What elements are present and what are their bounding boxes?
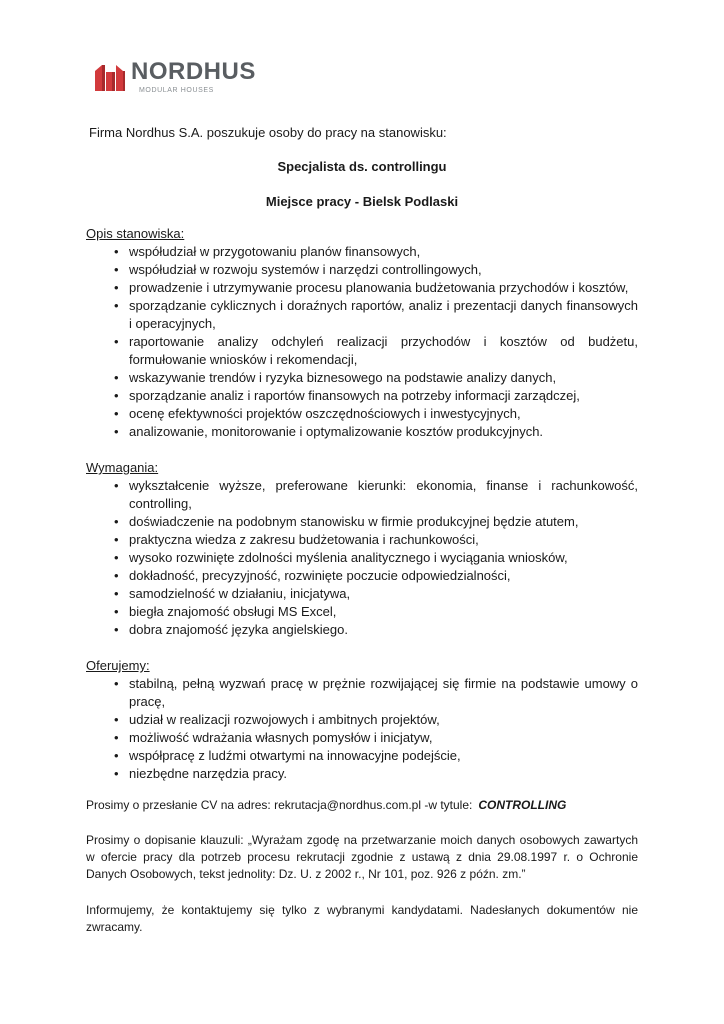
application-instructions — [86, 797, 638, 814]
job-title: Specjalista ds. controllingu — [277, 159, 447, 174]
list-item: • samodzielność w działaniu, inicjatywa, — [129, 585, 638, 603]
list-item: • praktyczna wiedza z zakresu budżetowania i rachunkowości, — [129, 531, 638, 549]
section-heading-requirements: Wymagania: — [86, 460, 159, 475]
application-text: Prosimy o przesłanie CV na adres: rekrutacja@nordhus.com.pl -w tytule: — [86, 798, 473, 812]
list-item: • niezbędne narzędzia pracy. — [129, 765, 638, 783]
list-item: • współudział w przygotowaniu planów finansowych, — [129, 243, 638, 261]
list-item: • współudział w rozwoju systemów i narzędzi controllingowych, — [129, 261, 638, 279]
list-item: • wykształcenie wyższe, preferowane kierunki: ekonomia, finanse i rachunkowość, controlling, — [129, 477, 638, 513]
offer-list — [86, 675, 638, 783]
brand-name: NORDHUS — [131, 58, 256, 85]
list-item: • stabilną, pełną wyzwań pracę w prężnie rozwijającej się firmie na podstawie umowy o pracę, — [129, 675, 638, 711]
nordhus-house-icon — [94, 62, 126, 92]
list-item: • ocenę efektywności projektów oszczędnościowych i inwestycyjnych, — [129, 405, 638, 423]
section-heading-description: Opis stanowiska: — [86, 226, 185, 241]
brand-tagline: MODULAR HOUSES — [139, 87, 214, 94]
company-logo — [94, 60, 256, 94]
list-item: • biegła znajomość obsługi MS Excel, — [129, 603, 638, 621]
description-list — [86, 243, 638, 441]
list-item: • analizowanie, monitorowanie i optymalizowanie kosztów produkcyjnych. — [129, 423, 638, 441]
list-item: • wysoko rozwinięte zdolności myślenia analitycznego i wyciągania wniosków, — [129, 549, 638, 567]
list-item: • dokładność, precyzyjność, rozwinięte poczucie odpowiedzialności, — [129, 567, 638, 585]
list-item: • dobra znajomość języka angielskiego. — [129, 621, 638, 639]
job-offer-document — [86, 124, 638, 936]
contact-notice: Informujemy, że kontaktujemy się tylko z wybranymi kandydatami. Nadesłanych dokumentów nie zwracamy. — [86, 903, 638, 934]
list-item: • możliwość wdrażania własnych pomysłów i inicjatyw, — [129, 729, 638, 747]
email-subject: CONTROLLING — [478, 798, 567, 812]
list-item: • doświadczenie na podobnym stanowisku w firmie produkcyjnej będzie atutem, — [129, 513, 638, 531]
list-item: • raportowanie analizy odchyleń realizacji przychodów i kosztów od budżetu, formułowanie wniosków i rekomendacji, — [129, 333, 638, 369]
list-item: • wskazywanie trendów i ryzyka biznesowego na podstawie analizy danych, — [129, 369, 638, 387]
job-location: Miejsce pracy - Bielsk Podlaski — [265, 194, 459, 209]
list-item: • współpracę z ludźmi otwartymi na innowacyjne podejście, — [129, 747, 638, 765]
section-heading-offer: Oferujemy: — [86, 658, 150, 673]
intro-text: Firma Nordhus S.A. poszukuje osoby do pracy na stanowisku: — [89, 125, 447, 140]
requirements-list — [86, 477, 638, 639]
list-item: • sporządzanie analiz i raportów finansowych na potrzeby informacji zarządczej, — [129, 387, 638, 405]
list-item: • udział w realizacji rozwojowych i ambitnych projektów, — [129, 711, 638, 729]
list-item: • prowadzenie i utrzymywanie procesu planowania budżetowania przychodów i kosztów, — [129, 279, 638, 297]
consent-clause: Prosimy o dopisanie klauzuli: „Wyrażam zgodę na przetwarzanie moich danych osobowych zawartych w ofercie pracy dla potrzeb procesu rekrutacji zgodnie z ustawą z dnia 29.08.1997 r. o Ochronie Danych Osobowych, tekst jednolity: Dz. U. z 2002 r., Nr 101, poz. 926 z późn. zm.” — [86, 833, 638, 881]
list-item: • sporządzanie cyklicznych i doraźnych raportów, analiz i prezentacji danych finansowych i operacyjnych, — [129, 297, 638, 333]
